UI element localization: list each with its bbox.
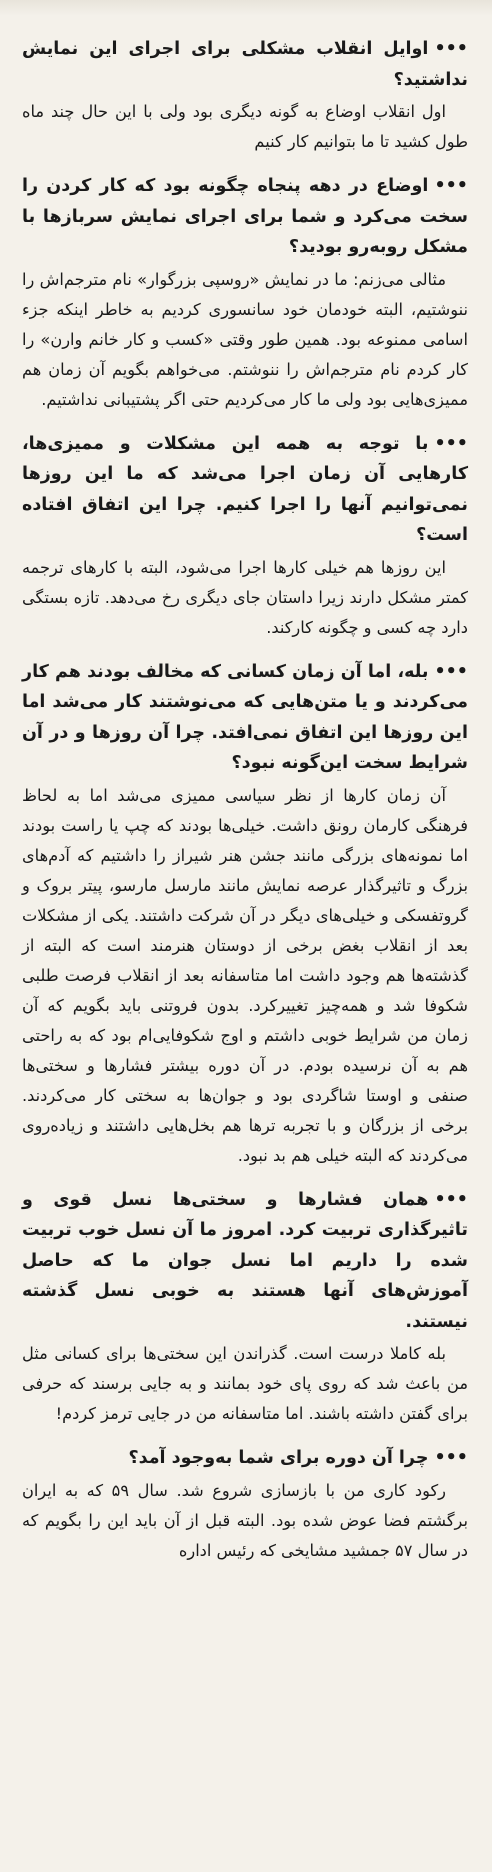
- question-text: اوضاع در دهه پنجاه چگونه بود که کار کردن را سخت می‌کرد و شما برای اجرای نمایش سربازها با مشکل روبه‌رو بودید؟: [22, 176, 468, 257]
- question-text: همان فشارها و سختی‌ها نسل قوی و تاثیرگذاری تربیت کرد. امروز ما آن نسل خوب تربیت شده را داریم اما نسل جوان ما که حاصل آموزش‌های آنها هستند به خوبی نسل گذشته نیستند.: [22, 1189, 468, 1332]
- bullet-icon: •••: [434, 39, 468, 59]
- question-3: [22, 429, 468, 551]
- qa-block-6: [22, 1443, 468, 1566]
- question-1: [22, 34, 468, 95]
- bullet-icon: •••: [434, 1189, 468, 1210]
- answer-1: اول انقلاب اوضاع به گونه دیگری بود ولی با این حال چند ماه طول کشید تا ما بتوانیم کار کنیم: [22, 102, 468, 151]
- bullet-icon: •••: [434, 433, 468, 454]
- qa-block-2: [22, 171, 468, 415]
- question-5: [22, 1185, 468, 1338]
- qa-block-5: [22, 1185, 468, 1430]
- question-4: [22, 657, 468, 779]
- answer-6: رکود کاری من با بازسازی شروع شد. سال ۵۹ که به ایران برگشتم فضا عوض شده بود. البته قبل از آن باید این را بگویم که در سال ۵۷ جمشید مشایخی که رئیس اداره: [22, 1480, 468, 1560]
- answer-4: آن زمان کارها از نظر سیاسی ممیزی می‌شد اما به لحاظ فرهنگی کارمان رونق داشت. خیلی‌ها بودند که چپ یا راست بودند اما نمونه‌های بزرگی مانند جشن هنر شیراز را داشتیم که آدم‌های بزرگ و تاثیرگذار عرصه نمایش مانند مارسل مارسو، پیتر بروک و گروتفسکی و خیلی‌های دیگر در آن شرکت داشتند. یکی از مشکلات بعد از انقلاب بغض برخی از دوستان هنرمند است که البته از گذشته‌ها هم وجود داشت اما متاسفانه بعد از انقلاب فرصت طلبی شکوفا شد و همه‌چیز تغییرکرد. بدون فروتنی باید بگویم که آن زمان من شرایط خوبی داشتم و اوج شکوفایی‌ام بود که به راحتی هم به آن نرسیده بودم. در آن دوره بیشتر فشارها و سختی‌ها صنفی و اوستا شاگردی بود و جوان‌ها به سختی کار می‌کردند. برخی از بزرگان و با تجربه ترها هم بخل‌هایی داشتند و زیاده‌روی می‌کردند که البته خیلی هم بد نبود.: [22, 785, 468, 1165]
- qa-block-4: [22, 657, 468, 1171]
- question-text: با توجه به همه این مشکلات و ممیزی‌ها، کارهایی آن زمان اجرا می‌شد که ما این روزها نمی‌توانیم آنها را اجرا کنیم. چرا این اتفاق افتاده است؟: [22, 433, 468, 545]
- question-text: چرا آن دوره برای شما به‌وجود آمد؟: [128, 1448, 429, 1468]
- bullet-icon: •••: [434, 661, 468, 682]
- qa-block-1: [22, 34, 468, 157]
- bullet-icon: •••: [434, 176, 468, 196]
- scanned-top-edge: [0, 0, 492, 16]
- question-text: اوایل انقلاب مشکلی برای اجرای این نمایش نداشتید؟: [22, 39, 468, 90]
- question-text: بله، اما آن زمان کسانی که مخالف بودند هم کار می‌کردند و یا متن‌هایی که می‌نوشتند کار می‌شد اما این روزها این اتفاق نمی‌افتد. چرا آن روزها و در آن شرایط سخت این‌گونه نبود؟: [22, 661, 468, 773]
- question-6: [22, 1443, 468, 1474]
- question-2: [22, 171, 468, 263]
- answer-5: بله کاملا درست است. گذراندن این سختی‌ها برای کسانی مثل من باعث شد که روی پای خود بمانند و به جایی برسند که حرفی برای گفتن داشته باشند. اما متاسفانه من در جایی ترمز کردم!: [22, 1344, 468, 1423]
- answer-2: مثالی می‌زنم: ما در نمایش «روسپی بزرگوار» نام مترجم‌اش را ننوشتیم، البته خودمان خود سانسوری کردیم به خاطر اینکه جزء اسامی ممنوعه بود. همین طور وقتی «کسب و کار خانم وارن» را کار کردم نام مترجم‌اش را ننوشتم. می‌خواهم بگویم آن زمان هم ممیزی‌هایی بود ولی ما کار می‌کردیم حتی اگر پشتیبانی نداشتیم.: [22, 269, 468, 409]
- qa-block-3: [22, 429, 468, 643]
- answer-3: این روزها هم خیلی کارها اجرا می‌شود، البته با کارهای ترجمه کمتر مشکل دارند زیرا داستان جای دیگری رخ می‌دهد. تازه بستگی دارد چه کسی و چگونه کارکند.: [22, 557, 468, 637]
- bullet-icon: •••: [434, 1448, 468, 1468]
